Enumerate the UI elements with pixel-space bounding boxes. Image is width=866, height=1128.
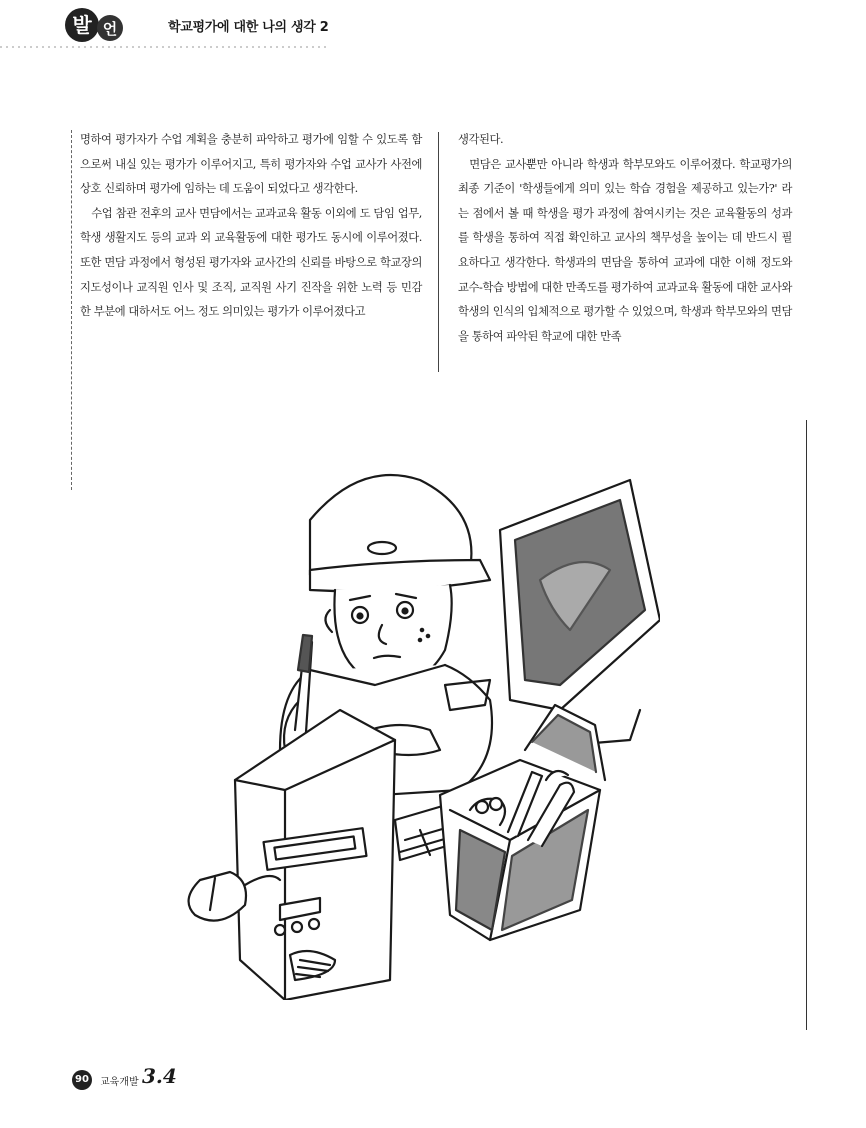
header-dotted-rule bbox=[0, 46, 330, 48]
right-text-column bbox=[458, 128, 792, 349]
page-number: 90 bbox=[72, 1070, 92, 1090]
right-margin-line bbox=[806, 420, 807, 1030]
left-text-column bbox=[80, 128, 422, 325]
left-margin-mark bbox=[71, 130, 73, 490]
page-header bbox=[0, 0, 866, 60]
badge-char-2: 언 bbox=[102, 20, 118, 38]
magazine-name: 교육개발 bbox=[100, 1077, 139, 1088]
pc-tower-illustration bbox=[235, 710, 395, 1000]
paragraph: 면담은 교사뿐만 아니라 학생과 학부모와도 이루어졌다. 학교평가의 최종 기준이 '학생들에게 의미 있는 학습 경험을 제공하고 있는가?' 라는 점에서 볼 때 학생을 평가 과정에 참여시키는 것은 교육활동의 성과를 학생을 통하여 직접 확인하고 교사의 책무성을 높이는 데 반드시 필요하다고 생각한다. 학생과의 면담을 통하여 교과에 대한 이해 정도와 교수-학습 방법에 대한 만족도를 평가하여 교과교육 활동에 대한 교사와 학생의 인식의 입체적으로 평가할 수 있었으며, 학생과 학부모와의 면담을 통하여 파악된 학교에 대한 만족 bbox=[458, 157, 792, 343]
column-divider bbox=[438, 132, 439, 372]
paragraph: 명하여 평가자가 수업 계획을 충분히 파악하고 평가에 임할 수 있도록 함으로써 내실 있는 평가가 이루어지고, 특히 평가자와 수업 교사가 사전에 상호 신뢰하며 평가에 임하는 데 도움이 되었다고 생각한다. bbox=[80, 133, 422, 196]
paragraph: 생각된다. bbox=[458, 133, 504, 146]
monitor-illustration bbox=[500, 480, 660, 745]
section-title: 학교평가에 대한 나의 생각 2 bbox=[168, 20, 329, 35]
issue-number: 3.4 bbox=[142, 1064, 177, 1088]
section-badge bbox=[64, 6, 154, 44]
badge-char-1: 발 bbox=[72, 13, 92, 37]
cartoon-technician-computer-illustration bbox=[160, 460, 660, 1000]
paragraph: 수업 참관 전후의 교사 면담에서는 교과교육 활동 이외에 도 담임 업무, 학생 생활지도 등의 교과 외 교육활동에 대한 평가도 동시에 이루어졌다. 또한 면담 과정에서 형성된 평가자와 교사간의 신뢰를 바탕으로 학교장의 지도성이나 교직원 인사 및 조직, 교직원 사기 진작을 위한 노력 등 민감한 부분에 대하서도 어느 정도 의미있는 평가가 이루어졌다고 bbox=[80, 206, 422, 319]
